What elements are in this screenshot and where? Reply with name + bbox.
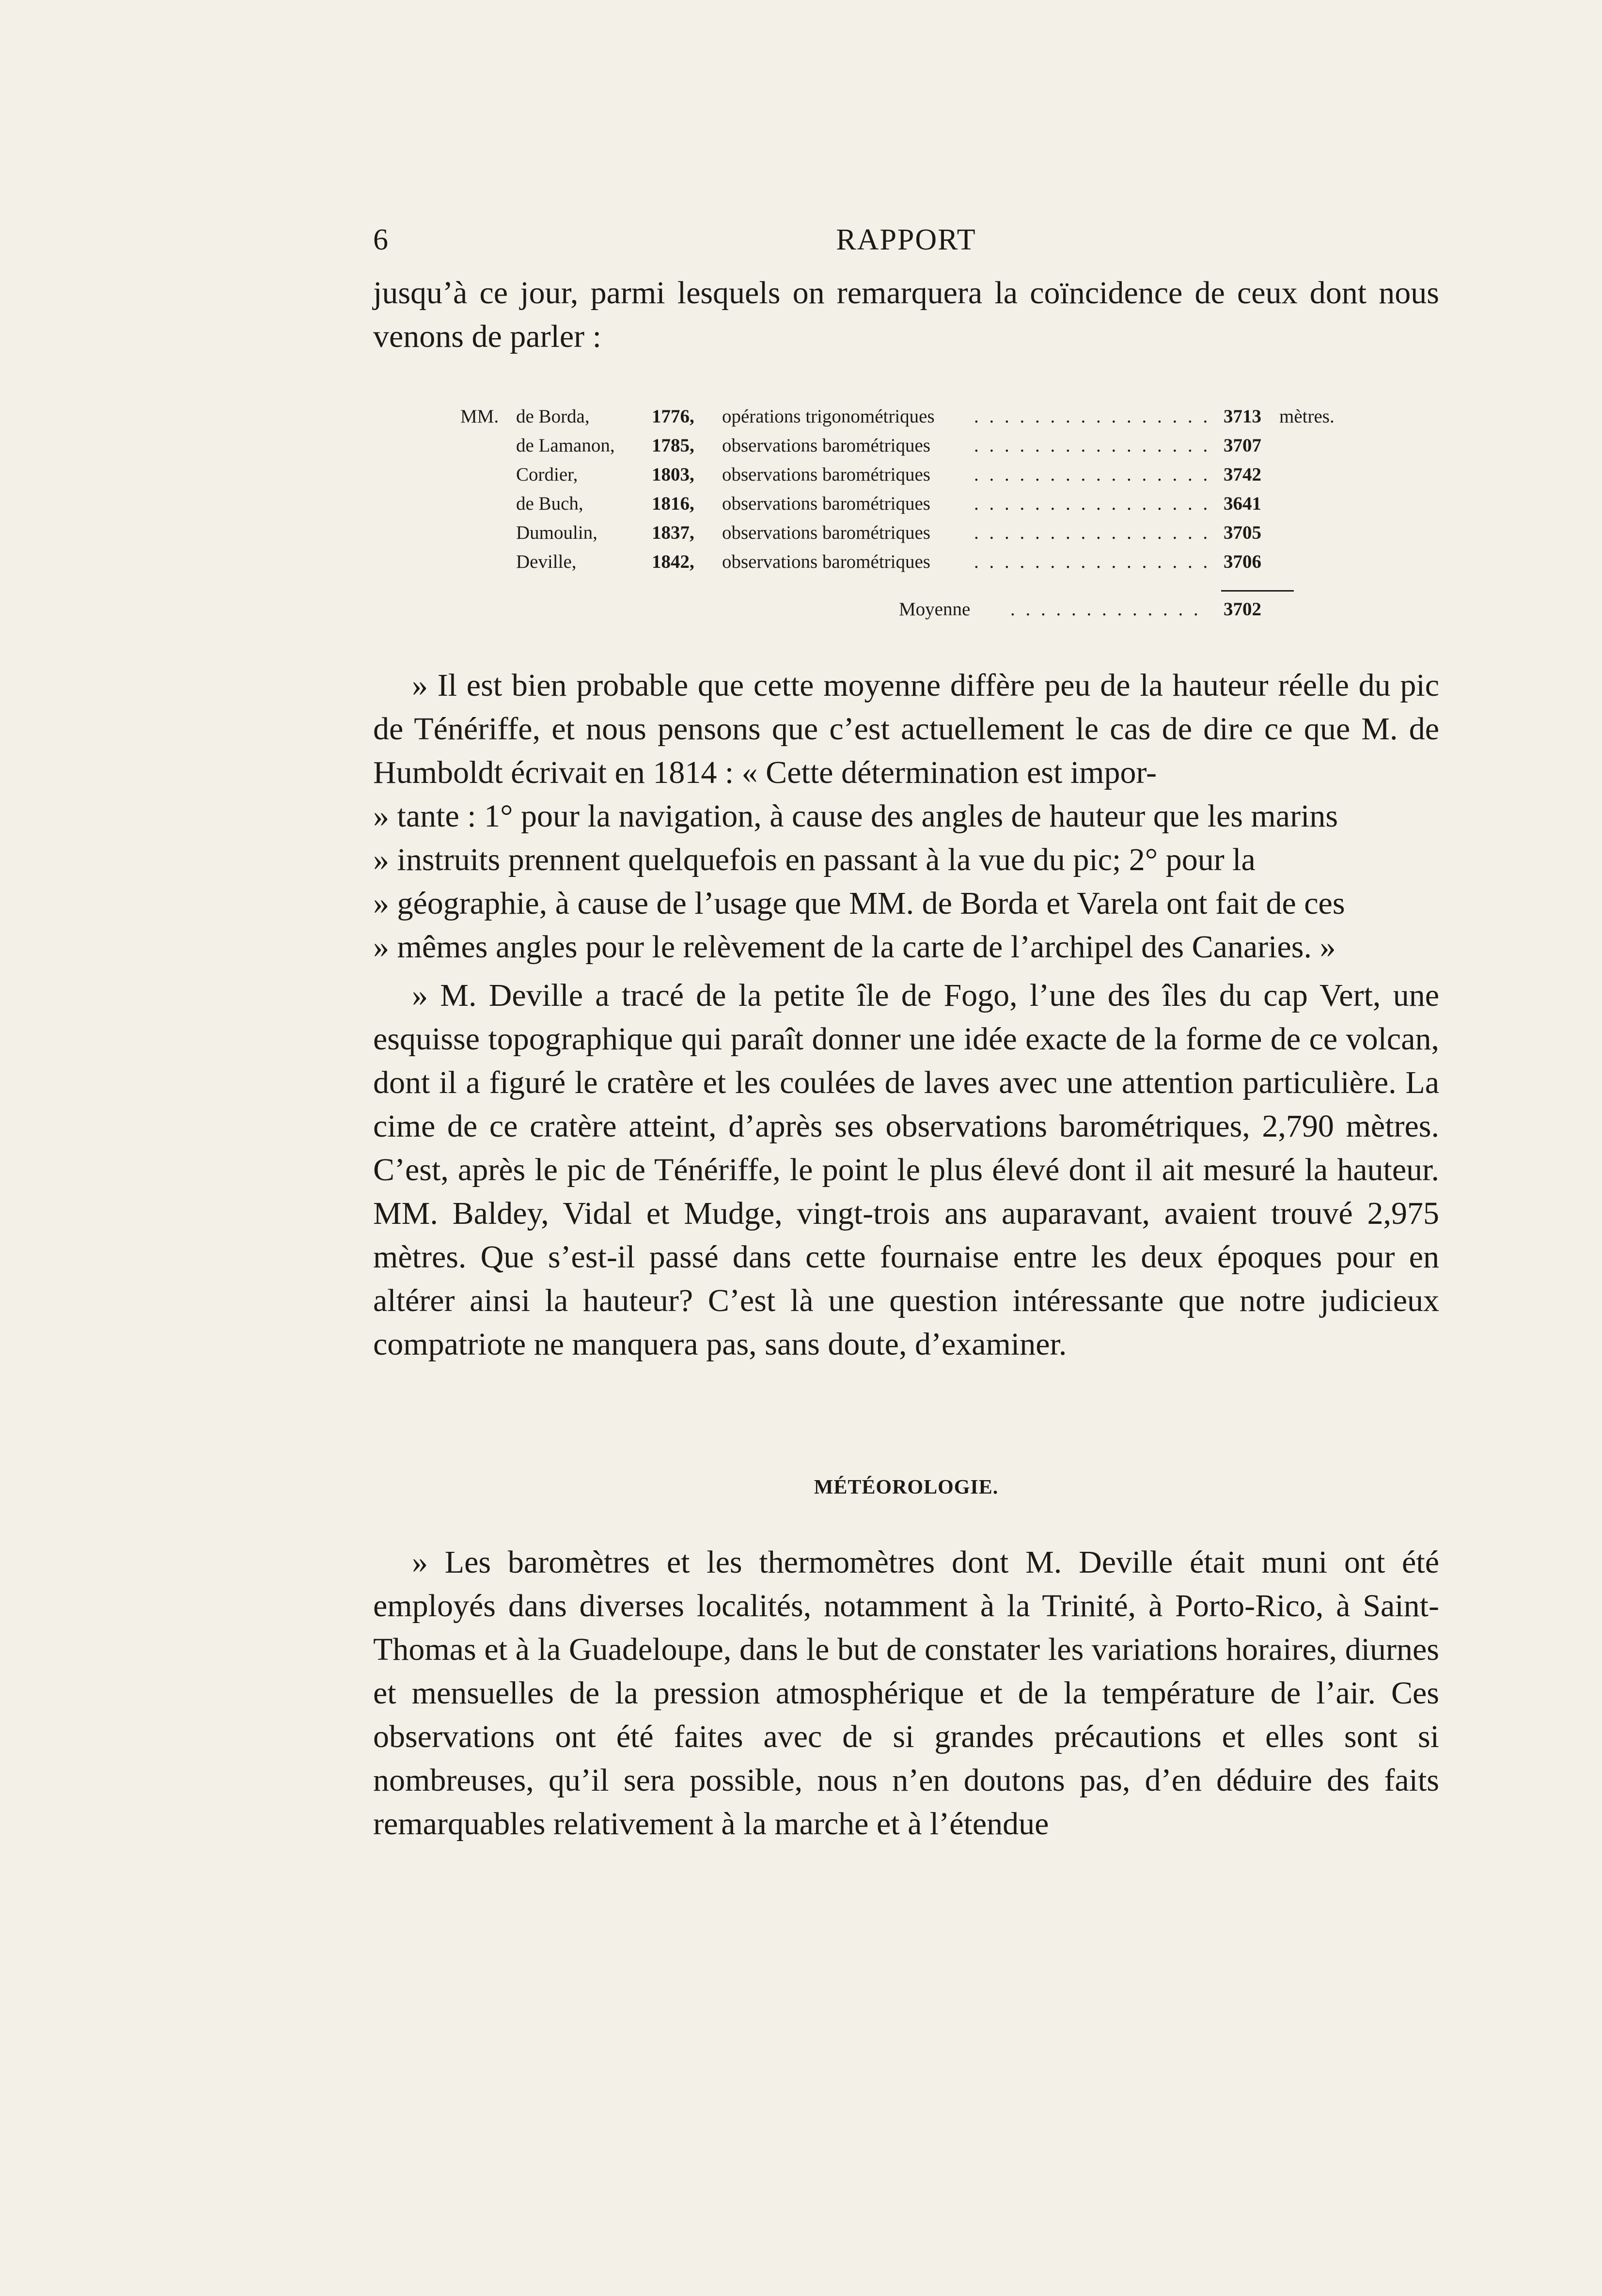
- observation-method: observations barométriques: [722, 464, 930, 485]
- altitude-value: 3706: [1224, 551, 1261, 572]
- leader-dots: . . . . . . . . . . . . . . . .: [974, 435, 1211, 456]
- altitude-value: 3641: [1224, 493, 1261, 514]
- observation-year: 1816,: [652, 493, 694, 514]
- table-row: [460, 547, 1333, 577]
- table-row: [460, 460, 1333, 489]
- observer-name: de Lamanon,: [516, 435, 615, 456]
- quote-line: » mêmes angles pour le relèvement de la carte de l’archipel des Canaries. »: [373, 929, 1336, 965]
- table-row: [460, 518, 1333, 547]
- observer-name: Cordier,: [516, 464, 578, 485]
- leader-dots: . . . . . . . . . . . . . . . .: [974, 551, 1211, 572]
- average-row: [460, 595, 1333, 624]
- altitude-value: 3713: [1224, 406, 1261, 427]
- quote-line: » instruits prennent quelquefois en passant à la vue du pic; 2° pour la: [373, 842, 1256, 877]
- humboldt-paragraph: [373, 664, 1439, 969]
- observation-method: observations barométriques: [722, 522, 930, 543]
- table-row: [460, 431, 1333, 460]
- meteorology-paragraph: [373, 1541, 1439, 1846]
- page-number: 6: [373, 223, 388, 256]
- observation-method: observations barométriques: [722, 551, 930, 572]
- running-head: [373, 220, 1439, 259]
- running-title: RAPPORT: [836, 223, 976, 256]
- quote-line: » tante : 1° pour la navigation, à cause des angles de hauteur que les marins: [373, 798, 1338, 834]
- observation-year: 1785,: [652, 435, 694, 456]
- table-row: [460, 402, 1333, 431]
- paragraph-text: » M. Deville a tracé de la petite île de Fogo, l’une des îles du cap Vert, une esquisse topographique qui paraît donner une idée exacte de la forme de ce volcan, dont il a figuré le cratère et les coulées de laves avec une attention particulière. La cime de ce cratère atteint, d’après ses observations barométriques, 2,790 mètres. C’est, après le pic de Ténériffe, le point le plus élevé dont il ait mesuré la hauteur. MM. Baldey, Vidal et Mudge, vingt-trois ans auparavant, avaient trouvé 2,975 mètres. Que s’est-il passé dans cette fournaise entre les deux époques pour en altérer ainsi la hauteur? C’est là une question intéressante que notre judicieux compatriote ne manquera pas, sans doute, d’examiner.: [373, 978, 1439, 1362]
- observer-name: Dumoulin,: [516, 522, 597, 543]
- quote-line: » géographie, à cause de l’usage que MM. de Borda et Varela ont fait de ces: [373, 886, 1345, 921]
- average-value: 3702: [1224, 599, 1261, 620]
- observation-year: 1842,: [652, 551, 694, 572]
- observation-method: opérations trigonométriques: [722, 406, 935, 427]
- observation-method: observations barométriques: [722, 493, 930, 514]
- observation-year: 1776,: [652, 406, 694, 427]
- table-prefix: MM.: [460, 406, 499, 427]
- leader-dots: . . . . . . . . . . . . . . . .: [974, 406, 1211, 427]
- leader-dots: . . . . . . . . . . . . . . . .: [974, 522, 1211, 543]
- altitude-value: 3707: [1224, 435, 1261, 456]
- leader-dots: . . . . . . . . . . . . .: [1010, 599, 1201, 620]
- sum-rule: [1221, 590, 1294, 592]
- observation-method: observations barométriques: [722, 435, 930, 456]
- observer-name: de Borda,: [516, 406, 590, 427]
- observer-name: Deville,: [516, 551, 577, 572]
- fogo-paragraph: [373, 974, 1439, 1366]
- observer-name: de Buch,: [516, 493, 583, 514]
- altitude-unit: mètres.: [1279, 406, 1335, 427]
- average-label: Moyenne: [899, 599, 971, 620]
- intro-text: jusqu’à ce jour, parmi lesquels on remarquera la coïncidence de ceux dont nous venons de parler :: [373, 275, 1439, 354]
- intro-paragraph: [373, 271, 1439, 359]
- altitude-value: 3742: [1224, 464, 1261, 485]
- table-row: [460, 489, 1333, 518]
- section-heading: MÉTÉOROLOGIE.: [814, 1476, 999, 1499]
- paragraph-text: » Il est bien probable que cette moyenne diffère peu de la hauteur réelle du pic de Ténériffe, et nous pensons que c’est actuellement le cas de dire ce que M. de Humboldt écrivait en 1814 : « Cette détermination est impor-: [373, 668, 1439, 790]
- observation-year: 1803,: [652, 464, 694, 485]
- altitude-table: [460, 402, 1335, 620]
- altitude-value: 3705: [1224, 522, 1261, 543]
- leader-dots: . . . . . . . . . . . . . . . .: [974, 464, 1211, 485]
- paragraph-text: » Les baromètres et les thermomètres dont M. Deville était muni ont été employés dans diverses localités, notamment à la Trinité, à Porto-Rico, à Saint-Thomas et à la Guadeloupe, dans le but de constater les variations horaires, diurnes et mensuelles de la pression atmosphérique et de la température de l’air. Ces observations ont été faites avec de si grandes précautions et elles sont si nombreuses, qu’il sera possible, nous n’en doutons pas, d’en déduire des faits remarquables relativement à la marche et à l’étendue: [373, 1545, 1439, 1842]
- leader-dots: . . . . . . . . . . . . . . . .: [974, 493, 1211, 514]
- observation-year: 1837,: [652, 522, 694, 543]
